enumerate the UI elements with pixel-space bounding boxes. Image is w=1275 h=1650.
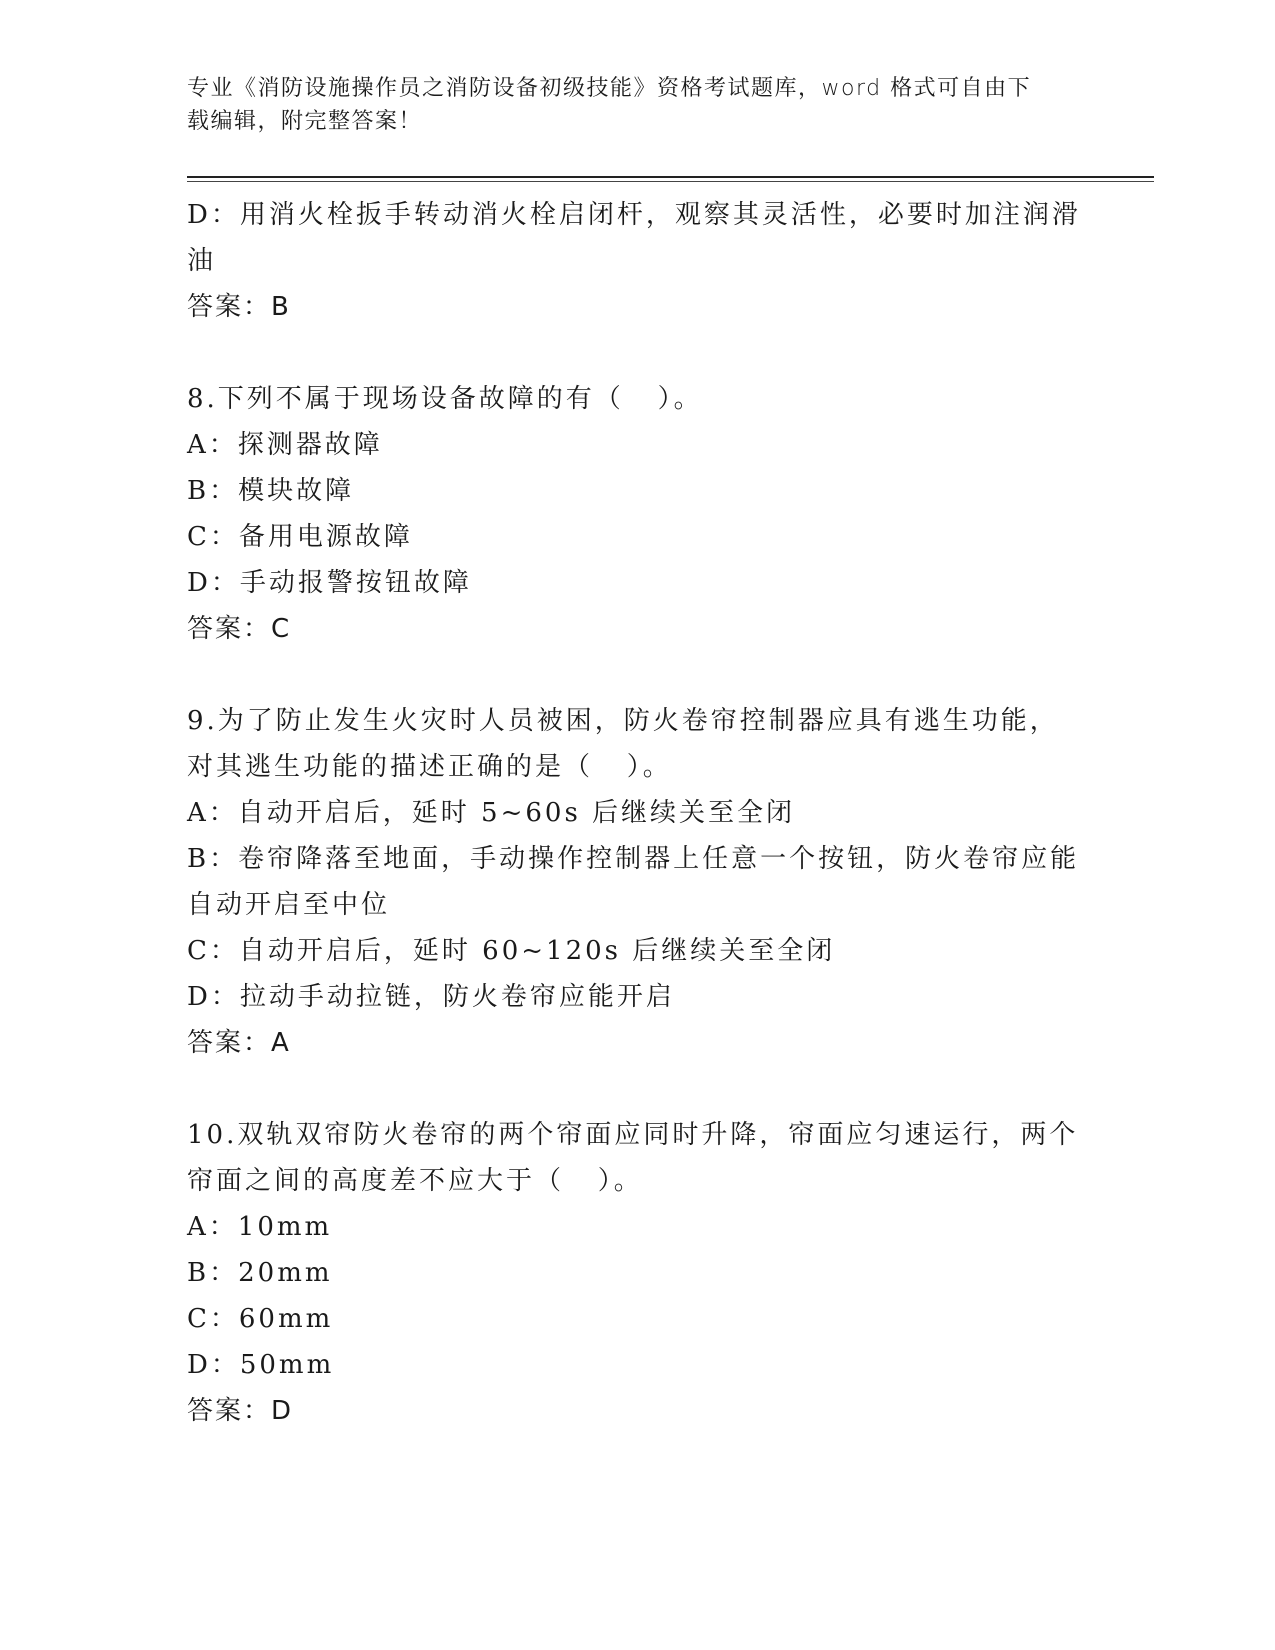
answer: 答案：A <box>187 1028 291 1058</box>
header-line-2: 载编辑，附完整答案！ <box>187 109 423 134</box>
header-line-1: 专业《消防设施操作员之消防设备初级技能》资格考试题库，word 格式可自由下 <box>187 76 1032 101</box>
question-text-continued: 对其逃生功能的描述正确的是（ ）。 <box>187 752 672 782</box>
spacer <box>187 652 1087 698</box>
answer: 答案：D <box>187 1396 294 1426</box>
answer: 答案：C <box>187 614 292 644</box>
option-d: D：手动报警按钮故障 <box>187 568 472 598</box>
question-text: 8.下列不属于现场设备故障的有（ ）。 <box>187 384 703 414</box>
question-text-continued: 帘面之间的高度差不应大于（ ）。 <box>187 1166 643 1196</box>
spacer <box>187 1066 1087 1112</box>
option-c: C：备用电源故障 <box>187 522 413 552</box>
option-a: A：自动开启后，延时 5~60s 后继续关至全闭 <box>187 798 796 828</box>
header-rule-thick <box>187 176 1154 178</box>
option-d: D：用消火栓扳手转动消火栓启闭杆，观察其灵活性，必要时加注润滑 <box>187 200 1081 230</box>
document-body <box>187 192 1087 1434</box>
question-8 <box>187 376 1087 652</box>
option-a: A：探测器故障 <box>187 430 383 460</box>
spacer <box>187 330 1087 376</box>
option-b: B：20mm <box>187 1258 333 1288</box>
question-text: 10.双轨双帘防火卷帘的两个帘面应同时升降，帘面应匀速运行，两个 <box>187 1120 1079 1150</box>
option-c: C：自动开启后，延时 60~120s 后继续关至全闭 <box>187 936 836 966</box>
option-b-continued: 自动开启至中位 <box>187 890 391 920</box>
question-10 <box>187 1112 1087 1434</box>
document-header <box>187 72 1087 138</box>
option-d: D：50mm <box>187 1350 335 1380</box>
answer: 答案：B <box>187 292 291 322</box>
question-7-tail <box>187 192 1087 330</box>
question-9 <box>187 698 1087 1066</box>
header-rule-thin <box>187 181 1154 182</box>
option-b: B：模块故障 <box>187 476 355 506</box>
option-d: D：拉动手动拉链，防火卷帘应能开启 <box>187 982 675 1012</box>
option-c: C：60mm <box>187 1304 334 1334</box>
option-a: A：10mm <box>187 1212 333 1242</box>
option-b: B：卷帘降落至地面，手动操作控制器上任意一个按钮，防火卷帘应能 <box>187 844 1080 874</box>
option-d-continued: 油 <box>187 246 217 276</box>
question-text: 9.为了防止发生火灾时人员被困，防火卷帘控制器应具有逃生功能， <box>187 706 1059 736</box>
